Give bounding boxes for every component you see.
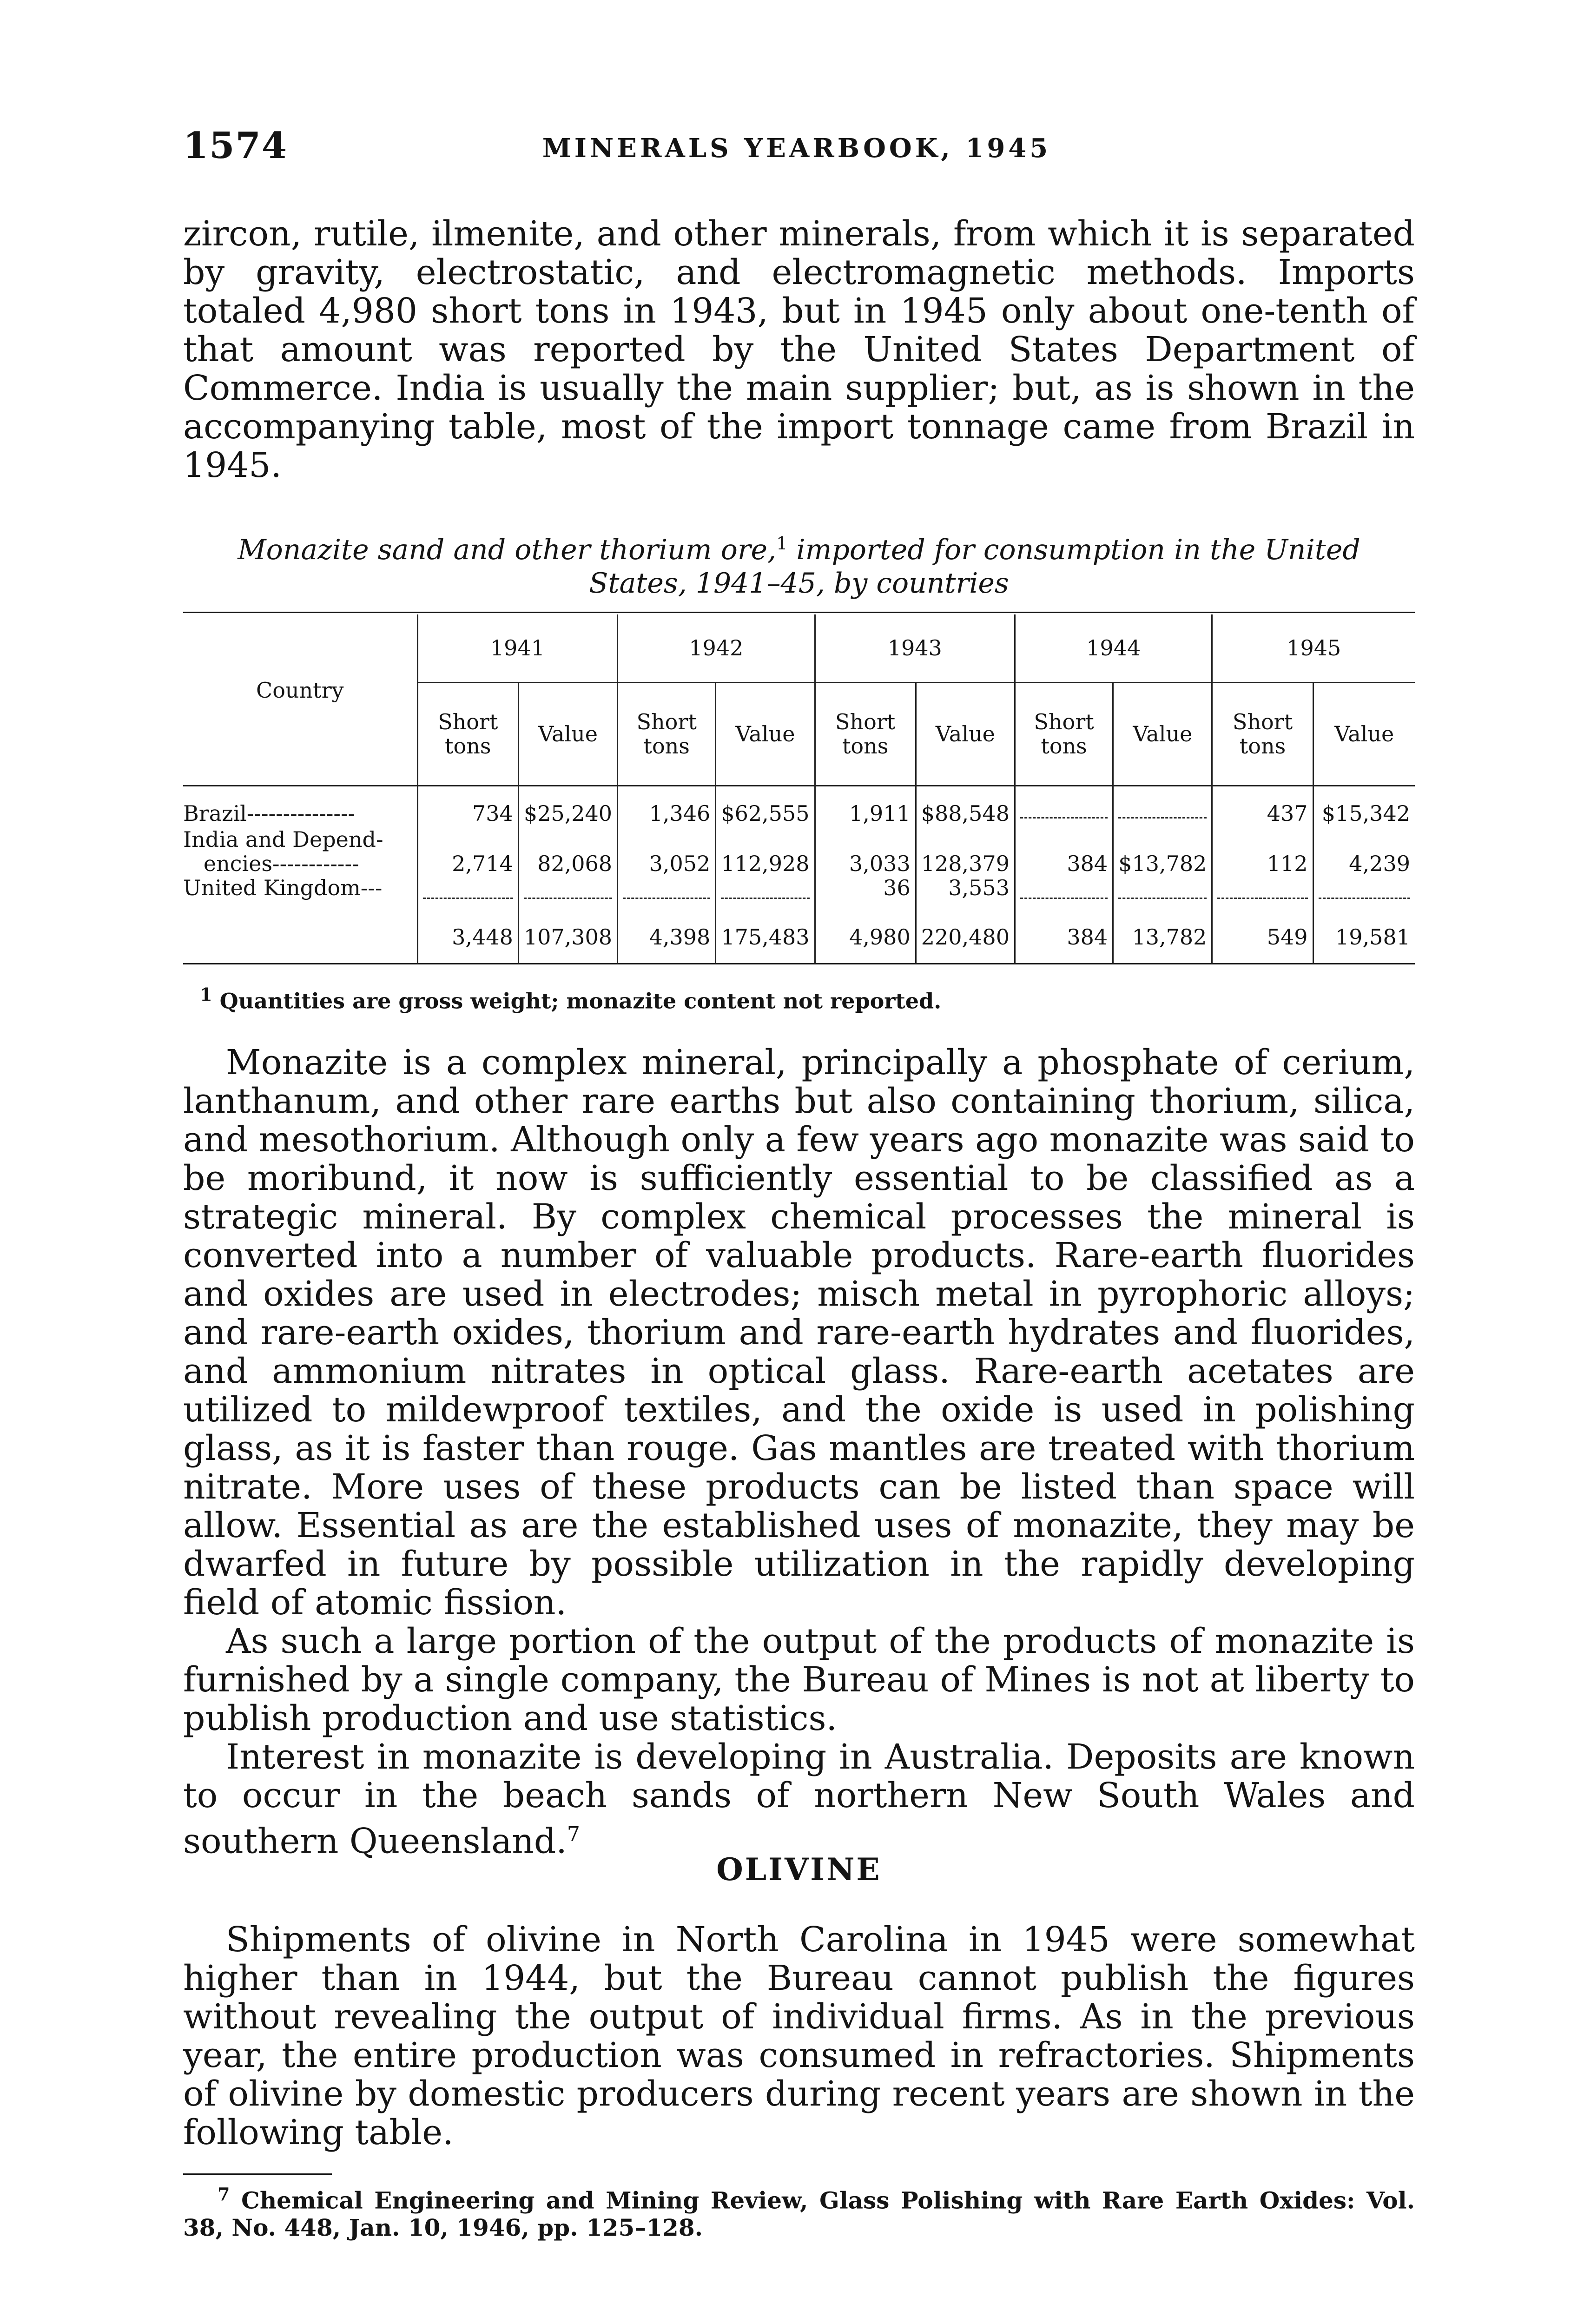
- running-title: MINERALS YEARBOOK, 1945: [542, 133, 1051, 164]
- table-row: [183, 786, 1415, 827]
- country-cell: India and Depend- encies------------: [183, 827, 383, 876]
- monazite-section: [183, 1043, 1415, 1861]
- empty-cell: [1113, 876, 1212, 911]
- value-cell: $15,342: [1313, 786, 1415, 827]
- year-header: 1942: [618, 614, 815, 682]
- year-header: 1943: [815, 614, 1015, 682]
- value-cell: $25,240: [518, 786, 617, 827]
- empty-cell: [1113, 786, 1212, 827]
- total-cell: 175,483: [716, 911, 815, 963]
- footnote-separator-rule: [183, 2173, 332, 2175]
- totals-label-cell: [183, 911, 417, 963]
- value-header: Value: [716, 682, 815, 786]
- page-footnote: [183, 2181, 1415, 2241]
- empty-cell: [1313, 876, 1415, 911]
- value-cell: 4,239: [1313, 827, 1415, 876]
- caption-text-part-2: imported for consumption in the United: [787, 534, 1360, 566]
- footnote-7-marker: 7: [218, 2184, 230, 2205]
- total-cell: 220,480: [916, 911, 1015, 963]
- value-cell: 1,346: [618, 786, 716, 827]
- short-tons-header: Short tons: [618, 682, 716, 786]
- empty-cell: [1015, 786, 1113, 827]
- year-header-row: [183, 614, 1415, 682]
- page-number: 1574: [183, 125, 288, 167]
- footnote-7: [183, 2181, 1415, 2241]
- value-cell: 112: [1212, 827, 1313, 876]
- value-cell: 82,068: [518, 827, 617, 876]
- value-cell: 3,553: [916, 876, 1015, 911]
- intro-paragraph-block: [183, 215, 1415, 485]
- table-footnote: [200, 984, 941, 1013]
- value-cell: 3,033: [815, 827, 916, 876]
- caption-text-line-2: States, 1941–45, by countries: [589, 567, 1009, 600]
- section-heading-olivine: OLIVINE: [716, 1851, 882, 1888]
- footnote-ref-7: 7: [567, 1822, 580, 1846]
- value-header: Value: [1313, 682, 1415, 786]
- value-cell: 437: [1212, 786, 1313, 827]
- value-cell: 3,052: [618, 827, 716, 876]
- table-footnote-marker: 1: [200, 984, 212, 1005]
- olivine-paragraph: Shipments of olivine in North Carolina in 1945 were somewhat higher than in 1944, but the Bureau cannot publish the figures without revealing the output of individual firms. As in the previous year, the entire production was consumed in refractories. Shipments of olivine by domestic producers during recent years are shown in the following table.: [183, 1920, 1415, 2152]
- empty-cell: [716, 876, 815, 911]
- short-tons-header: Short tons: [417, 682, 518, 786]
- totals-row: [183, 911, 1415, 963]
- value-cell: 36: [815, 876, 916, 911]
- value-cell: $13,782: [1113, 827, 1212, 876]
- year-header: 1944: [1015, 614, 1212, 682]
- value-header: Value: [916, 682, 1015, 786]
- empty-cell: [518, 876, 617, 911]
- table-caption: [183, 527, 1415, 600]
- monazite-paragraph-1: Monazite is a complex mineral, principally a phosphate of cerium, lanthanum, and other rare earths but also containing thorium, silica, and mesothorium. Although only a few years ago monazite was said to be moribund, it now is sufficiently essential to be classified as a strategic mineral. By complex chemical processes the mineral is converted into a number of valuable products. Rare-earth fluorides and oxides are used in electrodes; misch metal in pyrophoric alloys; and rare-earth oxides, thorium and rare-earth hydrates and fluorides, and ammonium nitrates in optical glass. Rare-earth acetates are utilized to mildewproof textiles, and the oxide is used in polishing glass, as it is faster than rouge. Gas mantles are treated with thorium nitrate. More uses of these products can be listed than space will allow. Essential as are the established uses of monazite, they may be dwarfed in future by possible utilization in the rapidly developing field of atomic fission.: [183, 1043, 1415, 1623]
- table-row: [183, 827, 1415, 876]
- total-cell: 3,448: [417, 911, 518, 963]
- olivine-section: [183, 1921, 1415, 2152]
- footnote-7-text: Chemical Engineering and Mining Review, Glass Polishing with Rare Earth Oxides: Vol. 38, No. 448, Jan. 10, 1946, pp. 125–128.: [183, 2186, 1415, 2241]
- value-cell: 1,911: [815, 786, 916, 827]
- empty-cell: [618, 876, 716, 911]
- total-cell: 19,581: [1313, 911, 1415, 963]
- value-header: Value: [1113, 682, 1212, 786]
- empty-cell: [1015, 876, 1113, 911]
- empty-cell: [417, 876, 518, 911]
- monazite-paragraph-2: As such a large portion of the output of the products of monazite is furnished by a single company, the Bureau of Mines is not at liberty to publish production and use statistics.: [183, 1621, 1415, 1738]
- value-cell: $62,555: [716, 786, 815, 827]
- monazite-paragraph-3: Interest in monazite is developing in Australia. Deposits are known to occur in the beach sands of northern New South Wales and southern Queensland.$^7$: [183, 1737, 1415, 1862]
- short-tons-header: Short tons: [815, 682, 916, 786]
- short-tons-header: Short tons: [1015, 682, 1113, 786]
- value-cell: 2,714: [417, 827, 518, 876]
- empty-cell: [1212, 876, 1313, 911]
- table-footnote-text: Quantities are gross weight; monazite content not reported.: [212, 988, 942, 1014]
- total-cell: 4,398: [618, 911, 716, 963]
- caption-footnote-ref: 1: [776, 533, 788, 554]
- table-bottom-rule: [183, 963, 1415, 964]
- value-cell: 128,379: [916, 827, 1015, 876]
- table-row: [183, 876, 1415, 911]
- country-header: Country: [183, 614, 417, 786]
- total-cell: 549: [1212, 911, 1313, 963]
- year-header: 1941: [417, 614, 617, 682]
- caption-text-part-1: Monazite sand and other thorium ore,: [238, 534, 777, 566]
- country-cell: United Kingdom---: [183, 875, 383, 900]
- total-cell: 13,782: [1113, 911, 1212, 963]
- running-head: [183, 125, 1410, 176]
- intro-paragraph: zircon, rutile, ilmenite, and other minerals, from which it is separated by gravity, electrostatic, and electromagnetic methods. Imports totaled 4,980 short tons in 1943, but in 1945 only about one-tenth of that amount was reported by the United States Department of Commerce. India is usually the main supplier; but, as is shown in the accompanying table, most of the import tonnage came from Brazil in 1945.: [183, 214, 1415, 485]
- total-cell: 384: [1015, 911, 1113, 963]
- value-cell: $88,548: [916, 786, 1015, 827]
- year-header: 1945: [1212, 614, 1415, 682]
- country-cell: Brazil---------------: [183, 800, 356, 826]
- total-cell: 4,980: [815, 911, 916, 963]
- imports-table: [183, 614, 1415, 963]
- table-top-rule: [183, 612, 1415, 613]
- total-cell: 107,308: [518, 911, 617, 963]
- value-cell: 384: [1015, 827, 1113, 876]
- value-header: Value: [518, 682, 617, 786]
- short-tons-header: Short tons: [1212, 682, 1313, 786]
- value-cell: 112,928: [716, 827, 815, 876]
- value-cell: 734: [417, 786, 518, 827]
